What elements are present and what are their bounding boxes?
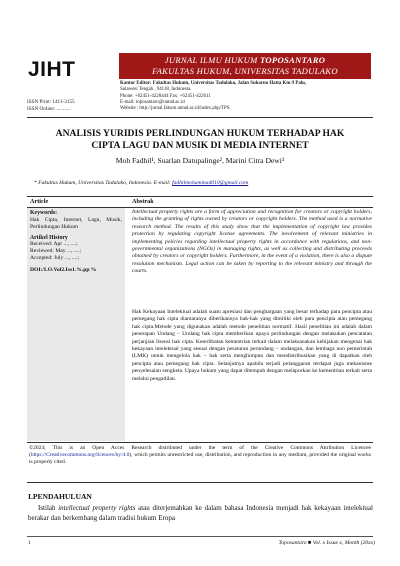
editor-contact — [120, 81, 375, 112]
article-info-table — [27, 196, 373, 483]
column-header-article: Article — [30, 198, 49, 205]
license-text: ), which permits unrestricted use, distribution, and reproduction in any medium, provided the original works is properly cited. — [29, 452, 371, 466]
article-title — [40, 128, 360, 151]
para-italic: intellectual property rights — [58, 504, 136, 512]
keywords-label: Keywords: — [30, 210, 58, 216]
footer-journal-ref: Toposantaro ■ Vol. x Issue x, Month (20xx) — [278, 540, 375, 546]
contact-line: Kantor Editor: Fakultas Hukum, Universitas Tadulako, Jalan Sukarno Hatta Km 9 Palu, — [120, 81, 307, 86]
keywords-text: Hak Cipta, Internet, Lagu, Musik, Perlindungan Hukum — [30, 217, 122, 230]
table-rule — [27, 196, 373, 197]
contact-line: E-mail: toposantaro@untad.ac.id — [120, 99, 185, 105]
article-meta-panel — [27, 208, 125, 441]
banner-line-1: JURNAL ILMU HUKUM TOPOSANTARO — [164, 55, 326, 65]
contact-line: Phone: +62451-4228444 Fax: +62451-422611 — [120, 93, 211, 99]
para-text: atau diterjemahkan ke dalam bahasa Indonesia menjadi hak kekayaan intelektual berakar dan berkembang dalam tradisi hukum Eropa — [28, 504, 373, 522]
column-header-abstract: Abstrak — [132, 198, 154, 205]
doi[interactable]: DOI:/LO.Vol2.Iss1.%.pp % — [30, 266, 97, 273]
table-rule — [27, 482, 373, 483]
body-paragraph — [28, 503, 373, 523]
history-label: Artikel History — [30, 235, 68, 241]
journal-logo: JIHT — [28, 58, 76, 81]
accepted-date: Accepted: July ..., ....; — [30, 255, 79, 262]
license-notice — [29, 445, 371, 467]
table-rule — [27, 442, 373, 443]
affiliation — [34, 180, 374, 186]
title-line: CIPTA LAGU DAN MUSIK DI MEDIA INTERNET — [91, 139, 309, 151]
author-email-link[interactable]: fadhilmohammad010@gmail.com — [172, 180, 249, 186]
para-text: Istilah — [38, 504, 59, 512]
issn-print: ISSN Print: 1411-3155 — [27, 99, 75, 105]
contact-website[interactable]: Website : http://jurnal.fakum.untad.ac.id/index.php/TPS — [120, 106, 230, 112]
license-text: ©2024; This is an Open Acces Research distributed under the term of the Creative Commons Attribution Licencee ( — [29, 445, 371, 459]
banner-line-2: FAKULTAS HUKUM, UNIVERSITAS TADULAKO — [152, 66, 338, 76]
journal-banner — [119, 53, 371, 79]
page-number: 1 — [28, 540, 31, 546]
footer-divider — [27, 536, 373, 537]
reviewed-date: Reviewed: May ..., ....; — [30, 248, 82, 255]
abstract-english: Intellectual property rights are a form of appreciation and recognition for creators or copyright holders, including the granting of rights owned by creators or copyright holders. The method used is a normative research method. The results of this study show that the implementation of copyright law provides protection by regulating copyright license agreements. The involvement of relevant ministries in implementing policies regarding intellectual property rights in accordance with regulations, and non-governmental organizations (NGOs) in managing rights, as well as collecting and distributing proceeds obtained by creators or copyright holders. Furthermore, in the event of a violation, there is also a dispute resolution mechanism. Legal action can be taken by reporting to the relevant ministry and through the courts. — [132, 209, 372, 275]
license-link[interactable]: https://Creativecommons.org/licences/by/4.0 — [30, 452, 130, 459]
contact-line: Sulawesi Tengah , 94118, Indonesia. — [120, 87, 192, 93]
issn-online: ISSN Online: ........... — [27, 106, 71, 112]
section-heading: I.PENDAHULUAN — [28, 492, 92, 501]
author-list: Moh Fadhil¹, Suarlan Datupalinge², Marini Citra Dewi³ — [115, 156, 285, 165]
issn-block — [27, 99, 75, 113]
affiliation-text: * Fakultas Hukum, Universitas Tadulako, Indonesia. E-mail: — [34, 180, 173, 186]
abstract-indonesian: Hak Kekayaan Intelektual adalah suatu apresiasi dan penghargaan yang besar terhadap para pencipta atau pemegang hak cipta diantaranya diberikannya hak-hak yang dimiliki oleh para pencipta atau pemegang hak cipta.Metode yang digunakan adalah metode penelitian normatif. Hasil penelitian ini adalah dalam penerapan Undang – Undang hak cipta memberikan upaya perlindungan dengan melakukan pencatatan perjanjian lisensi hak cipta. Keterlibatan kementrian terkait dalam melaksanakan kebijakan mengenai hak kekayaan intelektual yang sesuai dengan peraturan perundang – undangan, dan lembaga non pemerintah (LMK) untuk mengelola hak – hak serta menghimpun dan mendistribusikan yang di dapatkan oleh pencipta atau pemegang hak cipta. Selanjutnya apabila terjadi pelanggaran terdapat juga mekanisme penyelesaian sengketa. Upaya hukum yang dapat ditempuh dengan melaporkan ke kementrian terkait serta melalui pengadilan. — [132, 309, 372, 382]
header-divider — [27, 117, 373, 118]
received-date: Received: Apr ..., ....; — [30, 241, 78, 247]
title-line: ANALISIS YURIDIS PERLINDUNGAN HUKUM TERHADAP HAK — [55, 128, 345, 139]
